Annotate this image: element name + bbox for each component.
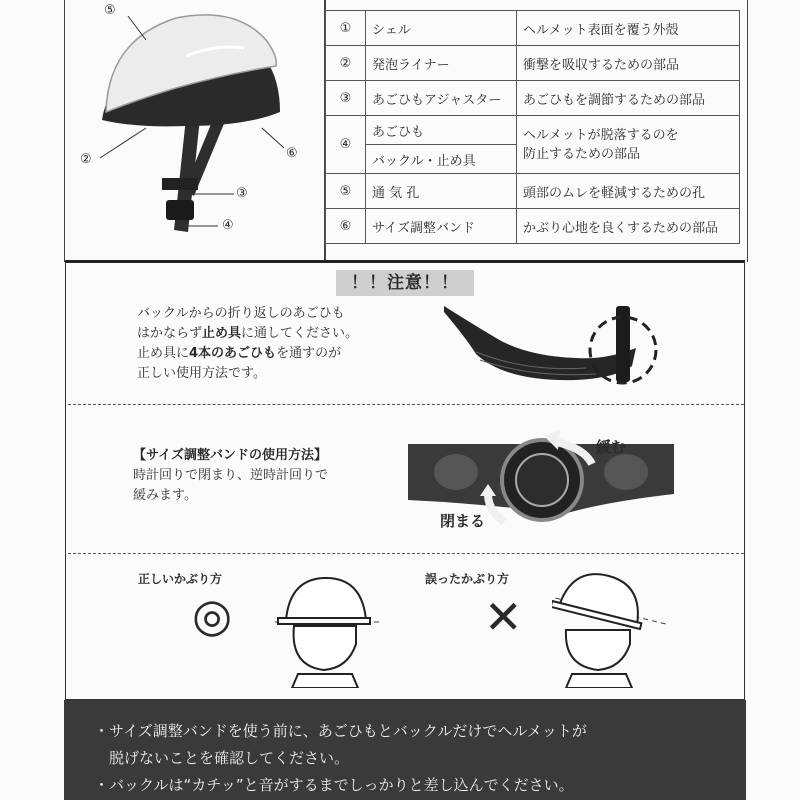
part-name: 通 気 孔 bbox=[366, 174, 517, 209]
part-name: 発泡ライナー bbox=[366, 46, 517, 81]
caution-title: ！！注意！！ bbox=[336, 270, 474, 296]
loosen-label: 緩む bbox=[596, 438, 627, 456]
dashed-divider bbox=[68, 404, 744, 405]
table-row bbox=[326, 174, 740, 209]
part-number: ⑤ bbox=[326, 174, 366, 209]
part-name: あごひもアジャスター bbox=[366, 81, 517, 116]
part-number: ① bbox=[326, 11, 366, 46]
dashed-divider bbox=[68, 553, 744, 554]
wrong-mark-icon: ✕ bbox=[484, 590, 523, 644]
table-row bbox=[326, 209, 740, 244]
helmet-illustration bbox=[66, 0, 324, 260]
wrong-wearing-label: 誤ったかぶり方 bbox=[425, 572, 510, 586]
parts-table bbox=[325, 10, 740, 244]
chin-strap-illustration bbox=[436, 298, 660, 398]
callout-3: ③ bbox=[236, 186, 248, 201]
part-name: シェル bbox=[366, 11, 517, 46]
callout-4: ④ bbox=[222, 218, 234, 233]
part-description: 頭部のムレを軽減するための孔 bbox=[517, 174, 740, 209]
note-line: ・バックルは“カチッ”と音がするまでしっかりと差し込んでください。 bbox=[94, 776, 574, 794]
notes-panel bbox=[64, 700, 746, 800]
caution-text: バックルからの折り返しのあごひも はかならず止め具に通してください。 止め具に4本のあごひもを通すのが 正しい使用方法です。 bbox=[137, 306, 359, 381]
tighten-label: 閉まる bbox=[440, 512, 486, 530]
note-line: 脱げないことを確認してください。 bbox=[94, 749, 350, 767]
table-row bbox=[326, 81, 740, 116]
part-number: ③ bbox=[326, 81, 366, 116]
correct-wearing-label: 正しいかぶり方 bbox=[138, 572, 223, 586]
part-description: あごひもを調節するための部品 bbox=[517, 81, 740, 116]
correct-mark-icon: ◎ bbox=[192, 588, 233, 642]
part-name: バックル・止め具 bbox=[366, 145, 517, 174]
part-name: あごひも bbox=[366, 116, 517, 145]
part-description: ヘルメットが脱落するのを 防止するための部品 bbox=[517, 116, 740, 174]
part-description: かぶり心地を良くするための部品 bbox=[517, 209, 740, 244]
part-number: ② bbox=[326, 46, 366, 81]
correct-wearing-illustration bbox=[272, 570, 382, 688]
part-number: ④ bbox=[326, 116, 366, 174]
callout-5: ⑤ bbox=[104, 3, 116, 18]
note-line: ・サイズ調整バンドを使う前に、あごひもとバックルだけでヘルメットが bbox=[94, 722, 587, 740]
table-row bbox=[326, 11, 740, 46]
callout-2: ② bbox=[80, 152, 92, 167]
table-row bbox=[326, 46, 740, 81]
part-number: ⑥ bbox=[326, 209, 366, 244]
part-name: サイズ調整バンド bbox=[366, 209, 517, 244]
part-description: ヘルメット表面を覆う外殻 bbox=[517, 11, 740, 46]
table-row bbox=[326, 116, 740, 145]
wrong-wearing-illustration bbox=[552, 570, 672, 688]
part-description: 衝撃を吸収するための部品 bbox=[517, 46, 740, 81]
callout-6: ⑥ bbox=[286, 146, 298, 161]
band-text: 【サイズ調整バンドの使用方法】 時計回りで閉まり、逆時計回りで 緩みます。 bbox=[133, 448, 329, 503]
